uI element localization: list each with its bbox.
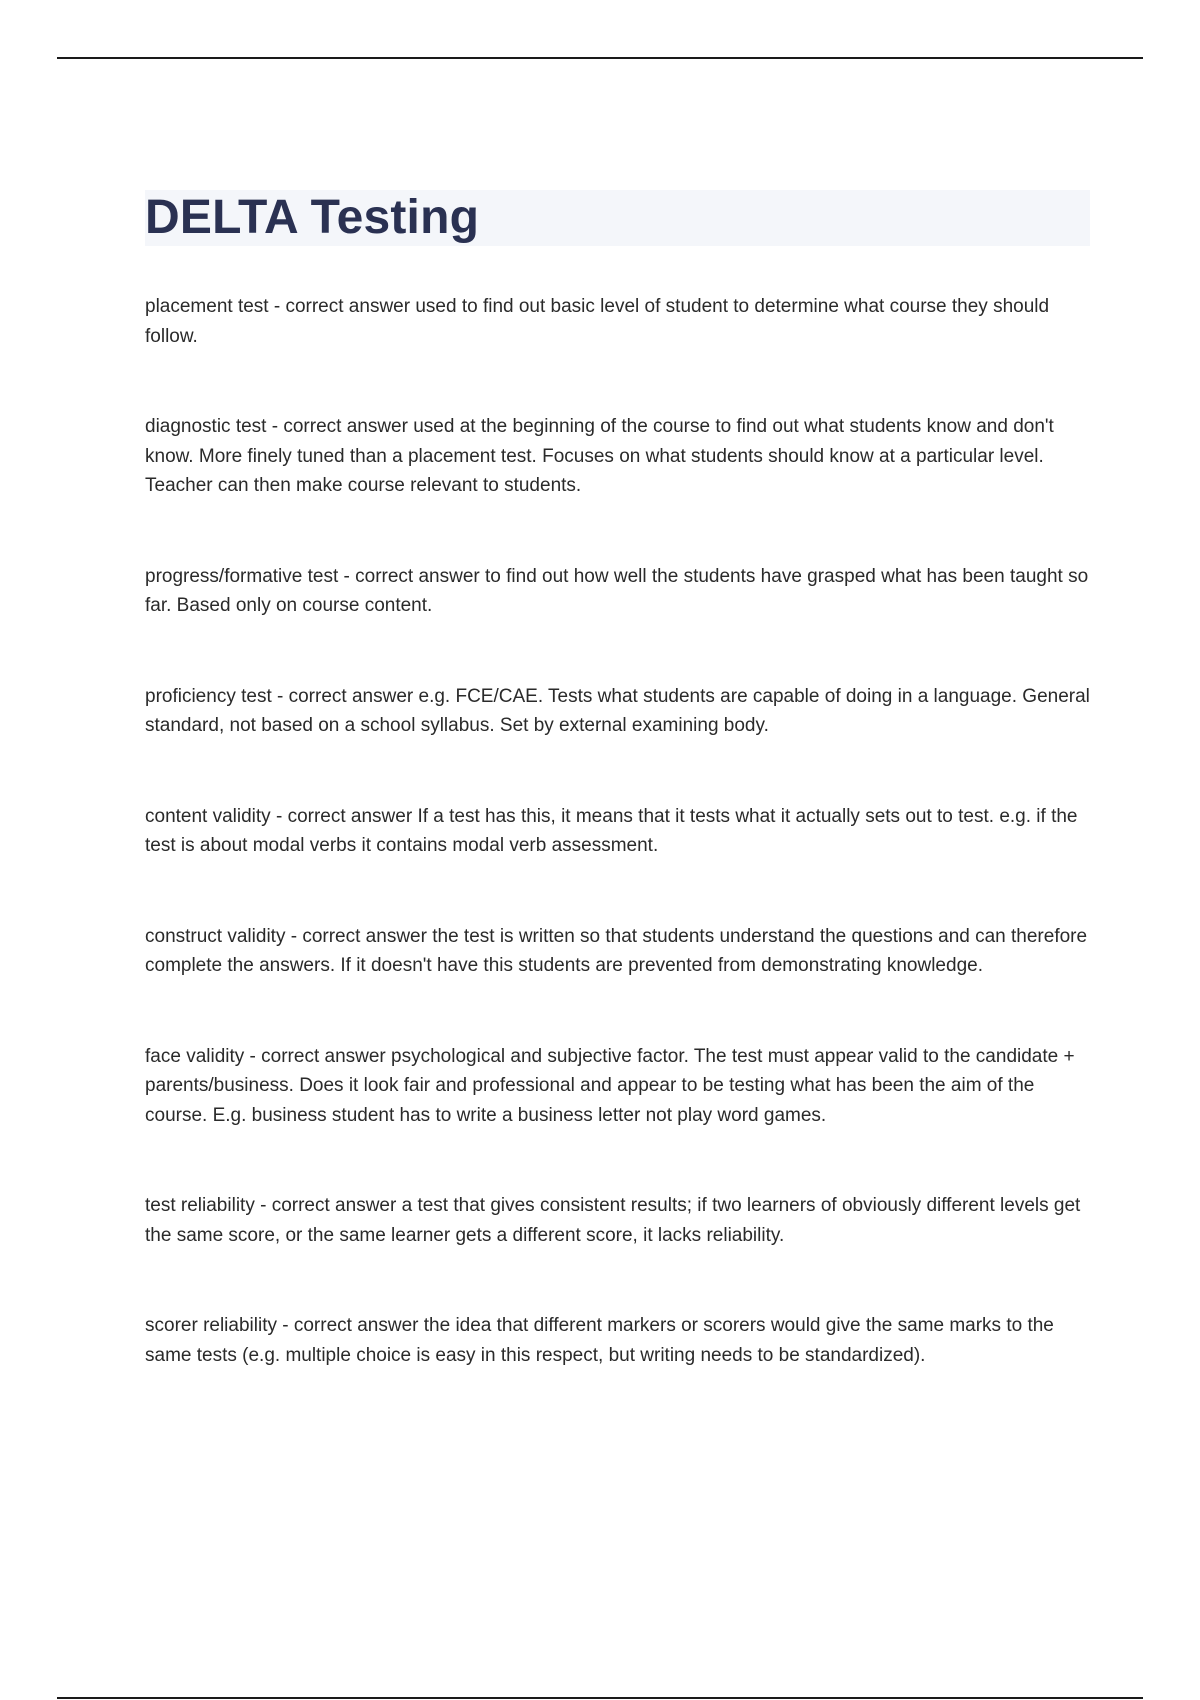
document-body <box>145 190 1090 1431</box>
entry-separator: - correct answer <box>268 296 416 317</box>
entry-definition: the test is written so that students understand the questions and can therefore complete the answers. If it doesn't have this students are prevented from demonstrating knowledge. <box>145 925 1088 976</box>
entry-term: content validity <box>145 805 271 827</box>
entry-definition: the idea that different markers or scorers would give the same marks to the same tests (e.g. multiple choice is easy in this respect, but writing needs to be standardized). <box>145 1315 1054 1366</box>
entry-separator: - correct answer <box>270 805 418 827</box>
entry-separator: - correct answer <box>271 685 419 707</box>
entry-definition: psychological and subjective factor. The test must appear valid to the candidate + parents/business. Does it look fair and professional and appear to be testing what has been the aim of the course. E.g. business student has to write a business letter not play word games. <box>145 1045 1075 1126</box>
entry-term: test reliability <box>145 1195 255 1216</box>
entry-term: placement test <box>145 296 269 317</box>
entry-definition: used at the beginning of the course to find out what students know and don't know. More finely tuned than a placement test. Focuses on what students should know at a particular level. Teacher can then make course relevant to students. <box>145 416 1054 496</box>
entry-separator: - correct answer <box>338 565 486 587</box>
entry-term: face validity <box>145 1045 245 1067</box>
entry-definition: e.g. FCE/CAE. Tests what students are capable of doing in a language. General standard, not based on a school syllabus. Set by external examining body. <box>145 685 1090 736</box>
entry-separator: - correct answer <box>254 1195 402 1216</box>
entry-term: proficiency test <box>145 685 272 707</box>
entry-definition: a test that gives consistent results; if two learners of obviously different levels get the same score, or the same learner gets a different score, it lacks reliability. <box>145 1195 1081 1246</box>
entry-placement-test <box>145 292 1090 351</box>
bottom-rule <box>57 1697 1143 1699</box>
entry-definition: to find out how well the students have grasped what has been taught so far. Based only on course content. <box>145 565 1089 616</box>
entry-scorer-reliability <box>145 1311 1090 1370</box>
entry-term: diagnostic test <box>145 416 267 437</box>
entry-diagnostic-test <box>145 412 1090 501</box>
entry-separator: - correct answer <box>244 1045 392 1067</box>
entry-proficiency-test <box>145 682 1090 741</box>
entry-term: scorer reliability <box>145 1315 277 1336</box>
title-band <box>145 190 1090 246</box>
top-rule <box>57 57 1143 59</box>
entry-separator: - correct answer <box>266 416 414 437</box>
entry-construct-validity <box>145 922 1090 981</box>
document-title: DELTA Testing <box>145 191 480 244</box>
entry-term: construct validity <box>145 925 286 947</box>
entry-definition: used to find out basic level of student to determine what course they should follow. <box>145 296 1050 347</box>
entry-term: progress/formative test <box>145 565 339 587</box>
entry-separator: - correct answer <box>276 1315 424 1336</box>
entry-content-validity <box>145 802 1090 861</box>
entry-progress-formative-test <box>145 562 1090 621</box>
entry-separator: - correct answer <box>285 925 433 947</box>
entry-definition: If a test has this, it means that it tests what it actually sets out to test. e.g. if the test is about modal verbs it contains modal verb assessment. <box>145 805 1078 856</box>
entry-test-reliability <box>145 1191 1090 1250</box>
entry-face-validity <box>145 1042 1090 1131</box>
